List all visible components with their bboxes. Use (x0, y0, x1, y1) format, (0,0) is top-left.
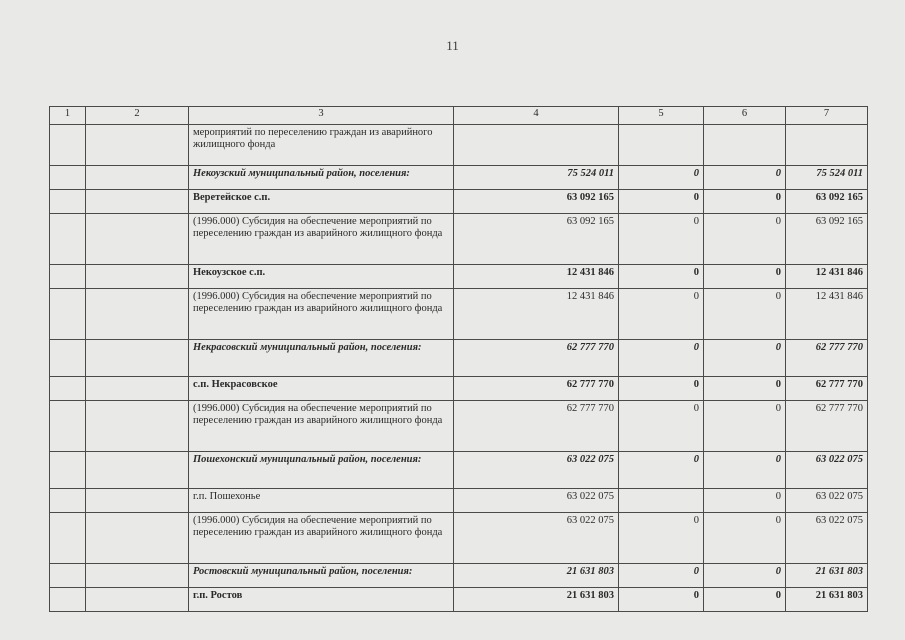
value-col7: 63 092 165 (786, 214, 868, 265)
value-col6: 0 (704, 190, 786, 214)
col1-cell (50, 289, 86, 340)
value-col6: 0 (704, 340, 786, 377)
value-col7: 75 524 011 (786, 166, 868, 190)
value-col5 (619, 125, 704, 166)
col1-cell (50, 125, 86, 166)
header-cell-3: 3 (189, 107, 454, 125)
value-col6: 0 (704, 265, 786, 289)
value-col7: 63 022 075 (786, 452, 868, 489)
table-row (50, 489, 868, 513)
col2-cell (86, 513, 189, 564)
value-col5: 0 (619, 377, 704, 401)
table-row (50, 377, 868, 401)
value-col5: 0 (619, 340, 704, 377)
col1-cell (50, 214, 86, 265)
col1-cell (50, 166, 86, 190)
value-col6: 0 (704, 588, 786, 612)
table-row (50, 564, 868, 588)
col2-cell (86, 340, 189, 377)
col1-cell (50, 377, 86, 401)
value-col7: 63 092 165 (786, 190, 868, 214)
value-col7 (786, 125, 868, 166)
value-col4: 63 022 075 (454, 452, 619, 489)
table-row (50, 513, 868, 564)
value-col4: 62 777 770 (454, 377, 619, 401)
value-col5: 0 (619, 401, 704, 452)
value-col4: 12 431 846 (454, 265, 619, 289)
value-col7: 62 777 770 (786, 340, 868, 377)
col2-cell (86, 401, 189, 452)
header-cell-2: 2 (86, 107, 189, 125)
value-col4: 62 777 770 (454, 401, 619, 452)
table-row (50, 289, 868, 340)
value-col4: 63 022 075 (454, 489, 619, 513)
value-col7: 21 631 803 (786, 564, 868, 588)
row-name: (1996.000) Субсидия на обеспечение мероприятий по переселению граждан из аварийного жилищного фонда (189, 289, 454, 340)
header-cell-1: 1 (50, 107, 86, 125)
value-col6: 0 (704, 564, 786, 588)
header-cell-6: 6 (704, 107, 786, 125)
col1-cell (50, 190, 86, 214)
row-name: г.п. Ростов (189, 588, 454, 612)
table-row (50, 214, 868, 265)
value-col4: 21 631 803 (454, 564, 619, 588)
table-row (50, 340, 868, 377)
row-name: (1996.000) Субсидия на обеспечение мероприятий по переселению граждан из аварийного жилищного фонда (189, 401, 454, 452)
table-row (50, 588, 868, 612)
row-name: Пошехонский муниципальный район, поселения: (189, 452, 454, 489)
value-col7: 63 022 075 (786, 489, 868, 513)
value-col7: 21 631 803 (786, 588, 868, 612)
col1-cell (50, 564, 86, 588)
value-col5: 0 (619, 265, 704, 289)
value-col5: 0 (619, 588, 704, 612)
value-col6: 0 (704, 452, 786, 489)
value-col4 (454, 125, 619, 166)
col2-cell (86, 190, 189, 214)
col2-cell (86, 125, 189, 166)
value-col4: 21 631 803 (454, 588, 619, 612)
value-col5: 0 (619, 166, 704, 190)
row-name: Ростовский муниципальный район, поселения: (189, 564, 454, 588)
value-col6: 0 (704, 513, 786, 564)
value-col5: 0 (619, 564, 704, 588)
value-col6: 0 (704, 489, 786, 513)
row-name: Некрасовский муниципальный район, поселения: (189, 340, 454, 377)
row-name: Веретейское с.п. (189, 190, 454, 214)
value-col4: 12 431 846 (454, 289, 619, 340)
col2-cell (86, 265, 189, 289)
col2-cell (86, 166, 189, 190)
row-name: (1996.000) Субсидия на обеспечение мероприятий по переселению граждан из аварийного жилищного фонда (189, 513, 454, 564)
col1-cell (50, 588, 86, 612)
table-row (50, 125, 868, 166)
col1-cell (50, 452, 86, 489)
col2-cell (86, 377, 189, 401)
row-name: с.п. Некрасовское (189, 377, 454, 401)
header-row (50, 107, 868, 125)
value-col7: 12 431 846 (786, 289, 868, 340)
budget-table (49, 106, 868, 612)
value-col6 (704, 125, 786, 166)
value-col4: 75 524 011 (454, 166, 619, 190)
value-col7: 62 777 770 (786, 377, 868, 401)
value-col6: 0 (704, 401, 786, 452)
table-row (50, 166, 868, 190)
value-col5: 0 (619, 452, 704, 489)
value-col7: 12 431 846 (786, 265, 868, 289)
col2-cell (86, 489, 189, 513)
value-col4: 63 022 075 (454, 513, 619, 564)
value-col5: 0 (619, 513, 704, 564)
value-col5: 0 (619, 214, 704, 265)
row-name: Некоузский муниципальный район, поселения: (189, 166, 454, 190)
value-col5 (619, 489, 704, 513)
col2-cell (86, 588, 189, 612)
value-col5: 0 (619, 190, 704, 214)
header-cell-7: 7 (786, 107, 868, 125)
row-name: г.п. Пошехонье (189, 489, 454, 513)
value-col7: 63 022 075 (786, 513, 868, 564)
page-number: 11 (446, 38, 459, 53)
table-row (50, 190, 868, 214)
value-col4: 63 092 165 (454, 190, 619, 214)
value-col4: 62 777 770 (454, 340, 619, 377)
table-row (50, 401, 868, 452)
value-col6: 0 (704, 377, 786, 401)
table-row (50, 452, 868, 489)
row-name: (1996.000) Субсидия на обеспечение мероприятий по переселению граждан из аварийного жилищного фонда (189, 214, 454, 265)
col2-cell (86, 452, 189, 489)
value-col6: 0 (704, 214, 786, 265)
col2-cell (86, 289, 189, 340)
table-row (50, 265, 868, 289)
col1-cell (50, 401, 86, 452)
col1-cell (50, 265, 86, 289)
header-cell-5: 5 (619, 107, 704, 125)
value-col7: 62 777 770 (786, 401, 868, 452)
col1-cell (50, 513, 86, 564)
col2-cell (86, 564, 189, 588)
header-cell-4: 4 (454, 107, 619, 125)
row-name: мероприятий по переселению граждан из аварийного жилищного фонда (189, 125, 454, 166)
value-col4: 63 092 165 (454, 214, 619, 265)
col1-cell (50, 340, 86, 377)
col1-cell (50, 489, 86, 513)
col2-cell (86, 214, 189, 265)
value-col5: 0 (619, 289, 704, 340)
value-col6: 0 (704, 166, 786, 190)
row-name: Некоузское с.п. (189, 265, 454, 289)
value-col6: 0 (704, 289, 786, 340)
